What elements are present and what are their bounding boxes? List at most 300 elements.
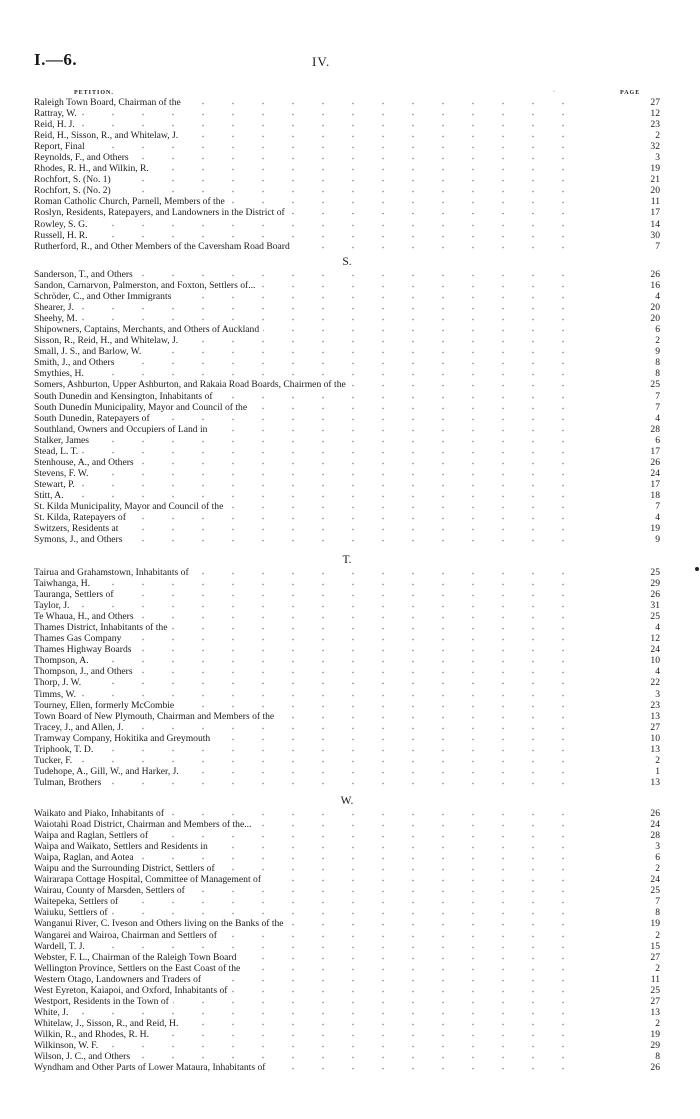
petition-entry — [34, 896, 576, 907]
petition-entry — [34, 952, 576, 963]
index-row — [34, 335, 660, 346]
petition-entry — [34, 666, 576, 677]
petition-entry — [34, 108, 576, 119]
page-number: 2 — [655, 863, 660, 875]
petition-entry — [34, 435, 576, 446]
petition-name: Stead, L. T. — [34, 446, 82, 457]
index-row — [34, 108, 660, 119]
petition-entry — [34, 863, 576, 874]
index-row — [34, 163, 660, 174]
page-number: 2 — [655, 754, 660, 766]
index-row — [34, 534, 660, 545]
index-row — [34, 600, 660, 611]
petition-entry — [34, 523, 576, 534]
petition-name: South Dunedin Municipality, Mayor and Council of the — [34, 402, 251, 413]
petition-entry — [34, 1018, 576, 1029]
petition-name: Wairau, County of Marsden, Settlers of — [34, 885, 189, 896]
petition-entry — [34, 655, 576, 666]
index-row — [34, 808, 660, 819]
ink-speck — [695, 567, 699, 571]
petition-entry — [34, 722, 576, 733]
index-row — [34, 1040, 660, 1051]
document-reference: I.—6. — [34, 50, 78, 69]
page-number: 7 — [655, 401, 660, 413]
petition-name: Thorp, J. W. — [34, 677, 85, 688]
index-row — [34, 996, 660, 1007]
petition-name: Stevens, F. W. — [34, 468, 92, 479]
page-number: 8 — [655, 1051, 660, 1063]
petition-name: Rowley, S. G. — [34, 219, 91, 230]
index-row — [34, 1007, 660, 1018]
index-row — [34, 241, 660, 252]
petition-name: Waikato and Piako, Inhabitants of — [34, 808, 168, 819]
page-number: 19 — [650, 523, 660, 535]
index-row — [34, 896, 660, 907]
petition-name: Stewart, P. — [34, 479, 79, 490]
column-heading-page: PAGE — [620, 90, 641, 96]
page-number: 17 — [650, 478, 660, 490]
page-number: 31 — [650, 600, 660, 612]
index-row — [34, 468, 660, 479]
index-row — [34, 655, 660, 666]
page-number: 26 — [650, 269, 660, 280]
page-number: 15 — [650, 940, 660, 952]
page-number: 30 — [650, 229, 660, 241]
index-row — [34, 777, 660, 788]
petition-entry — [34, 280, 576, 291]
page-number: 29 — [650, 1039, 660, 1051]
petition-entry — [34, 941, 576, 952]
petition-name: Rochfort, S. (No. 1) — [34, 174, 115, 185]
page-number: 6 — [655, 434, 660, 446]
petition-name: Waipa, Raglan, and Aotea — [34, 852, 138, 863]
page-number: 17 — [650, 445, 660, 457]
page-number: 26 — [650, 456, 660, 468]
page-number: 13 — [650, 710, 660, 722]
index-row — [34, 446, 660, 457]
petition-entry — [34, 379, 576, 390]
petition-entry — [34, 766, 576, 777]
index-row — [34, 589, 660, 600]
index-section-s — [34, 255, 660, 545]
petition-name: Tucker, F. — [34, 755, 76, 766]
index-row — [34, 1029, 660, 1040]
petition-name: Taiwhanga, H. — [34, 578, 94, 589]
index-row — [34, 435, 660, 446]
petition-entry — [34, 1040, 576, 1051]
index-row — [34, 578, 660, 589]
index-row — [34, 733, 660, 744]
page-number: 24 — [650, 644, 660, 656]
petition-name: Westport, Residents in the Town of — [34, 996, 173, 1007]
page-number: 24 — [650, 467, 660, 479]
page-number: 6 — [655, 852, 660, 864]
page-number: 4 — [655, 412, 660, 424]
petition-entry — [34, 567, 576, 578]
page-number: 7 — [655, 240, 660, 252]
index-row — [34, 512, 660, 523]
index-row — [34, 885, 660, 896]
page-number: 1 — [655, 765, 660, 777]
petition-entry — [34, 269, 576, 280]
petition-entry — [34, 1051, 576, 1062]
page-number: 28 — [650, 830, 660, 842]
petition-name: Rhodes, R. H., and Wilkin, R. — [34, 163, 153, 174]
index-row — [34, 622, 660, 633]
page-number: 23 — [650, 119, 660, 131]
page-numeral: IV. — [312, 54, 331, 69]
petition-entry — [34, 1029, 576, 1040]
page-number: 20 — [650, 185, 660, 197]
petition-entry — [34, 918, 576, 929]
page-number: 8 — [655, 357, 660, 369]
petition-entry — [34, 130, 576, 141]
page-number: 26 — [650, 589, 660, 601]
index-row — [34, 666, 660, 677]
index-row — [34, 402, 660, 413]
petition-name: Raleigh Town Board, Chairman of the — [34, 97, 185, 108]
page-number: 27 — [650, 995, 660, 1007]
index-row — [34, 501, 660, 512]
page-number: 23 — [650, 699, 660, 711]
petition-name: Symons, J., and Others — [34, 534, 126, 545]
petition-entry — [34, 512, 576, 523]
petition-entry — [34, 996, 576, 1007]
petition-name: Southland, Owners and Occupiers of Land in — [34, 424, 211, 435]
petition-name: Tairua and Grahamstown, Inhabitants of — [34, 567, 193, 578]
page-number: 26 — [650, 808, 660, 819]
petition-name: Rutherford, R., and Other Members of the Caversham Road Board — [34, 241, 294, 252]
petition-name: Russell, H. R. — [34, 230, 92, 241]
page-number: 19 — [650, 163, 660, 175]
petition-entry — [34, 391, 576, 402]
petition-entry — [34, 985, 576, 996]
petition-name: Waipa and Raglan, Settlers of — [34, 830, 152, 841]
page-number: 9 — [655, 346, 660, 358]
index-row — [34, 457, 660, 468]
index-row — [34, 941, 660, 952]
page-number: 2 — [655, 929, 660, 941]
page-number: 2 — [655, 1017, 660, 1029]
page-number: 9 — [655, 534, 660, 546]
index-section-w — [34, 794, 660, 1073]
page-number: 3 — [655, 841, 660, 853]
petition-entry — [34, 611, 576, 622]
index-row — [34, 677, 660, 688]
petition-entry — [34, 324, 576, 335]
petition-name: West Eyreton, Kaiapoi, and Oxford, Inhabitants of — [34, 985, 231, 996]
petition-entry — [34, 119, 576, 130]
petition-entry — [34, 163, 576, 174]
page-number: 27 — [650, 97, 660, 108]
petition-entry — [34, 1062, 576, 1073]
page-number: 25 — [650, 885, 660, 897]
page-number: 26 — [650, 1062, 660, 1074]
page-number: 8 — [655, 907, 660, 919]
petition-name: Switzers, Residents at — [34, 523, 122, 534]
petition-name: Waitepeka, Settlers of — [34, 896, 122, 907]
index-row — [34, 280, 660, 291]
petition-name: Schröder, C., and Other Immigrants — [34, 291, 175, 302]
petition-entry — [34, 501, 576, 512]
petition-name: Timms, W. — [34, 689, 80, 700]
page-number: 25 — [650, 379, 660, 391]
petition-entry — [34, 196, 576, 207]
petition-name: Sandon, Carnarvon, Palmerston, and Foxton, Settlers of... — [34, 280, 259, 291]
petition-entry — [34, 141, 576, 152]
petition-name: Whitelaw, J., Sisson, R., and Reid, H. — [34, 1018, 182, 1029]
petition-name: Triphook, T. D. — [34, 744, 97, 755]
petition-entry — [34, 733, 576, 744]
section-letter: S. — [342, 256, 352, 268]
index-row — [34, 830, 660, 841]
petition-name: Tulman, Brothers — [34, 777, 105, 788]
index-row — [34, 523, 660, 534]
petition-name: Shipowners, Captains, Merchants, and Others of Auckland — [34, 324, 263, 335]
petition-entry — [34, 479, 576, 490]
petition-name: Tudehope, A., Gill, W., and Harker, J. — [34, 766, 183, 777]
petition-entry — [34, 368, 576, 379]
index-row — [34, 185, 660, 196]
petition-name: Te Whaua, H., and Others — [34, 611, 138, 622]
petition-name: Waiuku, Settlers of — [34, 907, 112, 918]
petition-entry — [34, 644, 576, 655]
petition-name: Somers, Ashburton, Upper Ashburton, and Rakaia Road Boards, Chairmen of the — [34, 379, 350, 390]
petition-entry — [34, 633, 576, 644]
index-row — [34, 930, 660, 941]
petition-name: Sisson, R., Reid, H., and Whitelaw, J. — [34, 335, 182, 346]
index-row — [34, 1051, 660, 1062]
petition-name: Taylor, J. — [34, 600, 73, 611]
petition-entry — [34, 302, 576, 313]
index-row — [34, 424, 660, 435]
index-row — [34, 346, 660, 357]
index-row — [34, 985, 660, 996]
petition-entry — [34, 490, 576, 501]
petition-entry — [34, 907, 576, 918]
index-row — [34, 1062, 660, 1073]
petition-name: Stenhouse, A., and Others — [34, 457, 138, 468]
page-number: 10 — [650, 732, 660, 744]
page-number: 4 — [655, 666, 660, 678]
index-row — [34, 207, 660, 218]
petition-entry — [34, 424, 576, 435]
index-row — [34, 196, 660, 207]
petition-name: Thames Gas Company — [34, 633, 125, 644]
petition-entry — [34, 852, 576, 863]
petition-entry — [34, 174, 576, 185]
index-row — [34, 689, 660, 700]
petition-entry — [34, 291, 576, 302]
petition-entry — [34, 700, 576, 711]
page-number: 12 — [650, 108, 660, 120]
index-row — [34, 766, 660, 777]
page-number: 25 — [650, 984, 660, 996]
page-number: 25 — [650, 567, 660, 578]
index-row — [34, 269, 660, 280]
page-number: 21 — [650, 174, 660, 186]
petition-entry — [34, 230, 576, 241]
page-number: 19 — [650, 918, 660, 930]
petition-name: Wangarei and Wairoa, Chairman and Settlers of — [34, 930, 221, 941]
index-row — [34, 141, 660, 152]
index-row — [34, 174, 660, 185]
index-row — [34, 611, 660, 622]
index-row — [34, 357, 660, 368]
page-number: 18 — [650, 489, 660, 501]
page-number: 3 — [655, 688, 660, 700]
petition-name: Wilson, J. C., and Others — [34, 1051, 134, 1062]
petition-entry — [34, 819, 576, 830]
page-number: 24 — [650, 819, 660, 831]
petition-name: Rattray, W. — [34, 108, 81, 119]
petition-name: Wilkin, R., and Rhodes, R. H. — [34, 1029, 153, 1040]
petition-name: St. Kilda, Ratepayers of — [34, 512, 130, 523]
petition-name: Thompson, A. — [34, 655, 93, 666]
index-row — [34, 302, 660, 313]
page-number: 20 — [650, 302, 660, 314]
index-row — [34, 391, 660, 402]
page-number: 11 — [650, 973, 660, 985]
index-row — [34, 841, 660, 852]
petition-name: Thompson, J., and Others — [34, 666, 137, 677]
section-letter: T. — [342, 554, 352, 566]
page-number: 19 — [650, 1028, 660, 1040]
index-row — [34, 744, 660, 755]
index-row — [34, 313, 660, 324]
column-heading-petition: PETITION. — [74, 90, 114, 96]
petition-name: Stalker, James — [34, 435, 93, 446]
index-row — [34, 874, 660, 885]
petition-entry — [34, 335, 576, 346]
petition-entry — [34, 534, 576, 545]
petition-entry — [34, 589, 576, 600]
petition-name: Report, Final — [34, 141, 89, 152]
petition-name: Town Board of New Plymouth, Chairman and Members of the — [34, 711, 278, 722]
petition-name: Webster, F. L., Chairman of the Raleigh Town Board — [34, 952, 240, 963]
petition-entry — [34, 755, 576, 766]
index-row — [34, 119, 660, 130]
petition-name: Smythies, H. — [34, 368, 88, 379]
page-number: 2 — [655, 130, 660, 142]
index-row — [34, 907, 660, 918]
page-number: 14 — [650, 218, 660, 230]
index-row — [34, 711, 660, 722]
index-row — [34, 700, 660, 711]
page-number: 20 — [650, 313, 660, 325]
index-row — [34, 324, 660, 335]
petition-name: Thames Highway Boards — [34, 644, 136, 655]
index-row — [34, 230, 660, 241]
index-row — [34, 918, 660, 929]
petition-entry — [34, 689, 576, 700]
petition-entry — [34, 744, 576, 755]
petition-entry — [34, 241, 576, 252]
index-row — [34, 755, 660, 766]
page-number: 27 — [650, 721, 660, 733]
petition-name: Reid, H., Sisson, R., and Whitelaw, J. — [34, 130, 182, 141]
petition-name: Waipa and Waikato, Settlers and Residents in — [34, 841, 212, 852]
index-row — [34, 722, 660, 733]
index-row — [34, 952, 660, 963]
petition-entry — [34, 1007, 576, 1018]
index-section-t — [34, 553, 660, 788]
index-row — [34, 819, 660, 830]
index-row — [34, 490, 660, 501]
petition-entry — [34, 600, 576, 611]
petition-name: Reid, H. J. — [34, 119, 79, 130]
petition-entry — [34, 413, 576, 424]
petition-name: Waiotahi Road District, Chairman and Members of the... — [34, 819, 255, 830]
page-number: 13 — [650, 776, 660, 788]
index-row — [34, 152, 660, 163]
petition-name: White, J. — [34, 1007, 72, 1018]
petition-name: St. Kilda Municipality, Mayor and Council of the — [34, 501, 227, 512]
petition-entry — [34, 963, 576, 974]
petition-name: Wardell, T. J. — [34, 941, 89, 952]
page-number: 17 — [650, 207, 660, 219]
petition-name: Tauranga, Settlers of — [34, 589, 118, 600]
petition-entry — [34, 808, 576, 819]
petition-name: Sheehy, M. — [34, 313, 81, 324]
petition-entry — [34, 468, 576, 479]
index-row — [34, 130, 660, 141]
index-row — [34, 291, 660, 302]
page-number: 12 — [650, 633, 660, 645]
page-number: 7 — [655, 390, 660, 402]
petition-entry — [34, 874, 576, 885]
petition-entry — [34, 841, 576, 852]
petition-name: Small, J. S., and Barlow, W. — [34, 346, 145, 357]
index-row — [34, 1018, 660, 1029]
index-row — [34, 863, 660, 874]
petition-entry — [34, 885, 576, 896]
page-number: 8 — [655, 368, 660, 380]
petition-entry — [34, 402, 576, 413]
petition-entry — [34, 622, 576, 633]
index-row — [34, 974, 660, 985]
index-row — [34, 644, 660, 655]
petition-entry — [34, 207, 576, 218]
petition-name: Stitt, A. — [34, 490, 68, 501]
petition-name: Waipu and the Surrounding District, Settlers of — [34, 863, 219, 874]
page-number: 4 — [655, 622, 660, 634]
page-number: 10 — [650, 655, 660, 667]
petition-entry — [34, 457, 576, 468]
petition-name: Sanderson, T., and Others — [34, 269, 137, 280]
petition-entry — [34, 97, 576, 108]
page-number: 2 — [655, 962, 660, 974]
page-number: 6 — [655, 324, 660, 336]
page-number: 4 — [655, 512, 660, 524]
petition-name: Tramway Company, Hokitika and Greymouth — [34, 733, 214, 744]
page-number: 13 — [650, 1006, 660, 1018]
index-section-r — [34, 97, 660, 252]
page-number: 24 — [650, 874, 660, 886]
petition-name: Western Otago, Landowners and Traders of — [34, 974, 205, 985]
petition-entry — [34, 777, 576, 788]
page-number: 25 — [650, 611, 660, 623]
petition-name: Wellington Province, Settlers on the East Coast of the — [34, 963, 244, 974]
petition-name: Tourney, Ellen, formerly McCombie — [34, 700, 178, 711]
petition-entry — [34, 930, 576, 941]
index-row — [34, 633, 660, 644]
petition-name: Roman Catholic Church, Parnell, Members of the — [34, 196, 229, 207]
petition-name: Tracey, J., and Allen, J. — [34, 722, 127, 733]
page-number: 29 — [650, 578, 660, 590]
petition-entry — [34, 357, 576, 368]
petition-name: Shearer, J. — [34, 302, 78, 313]
